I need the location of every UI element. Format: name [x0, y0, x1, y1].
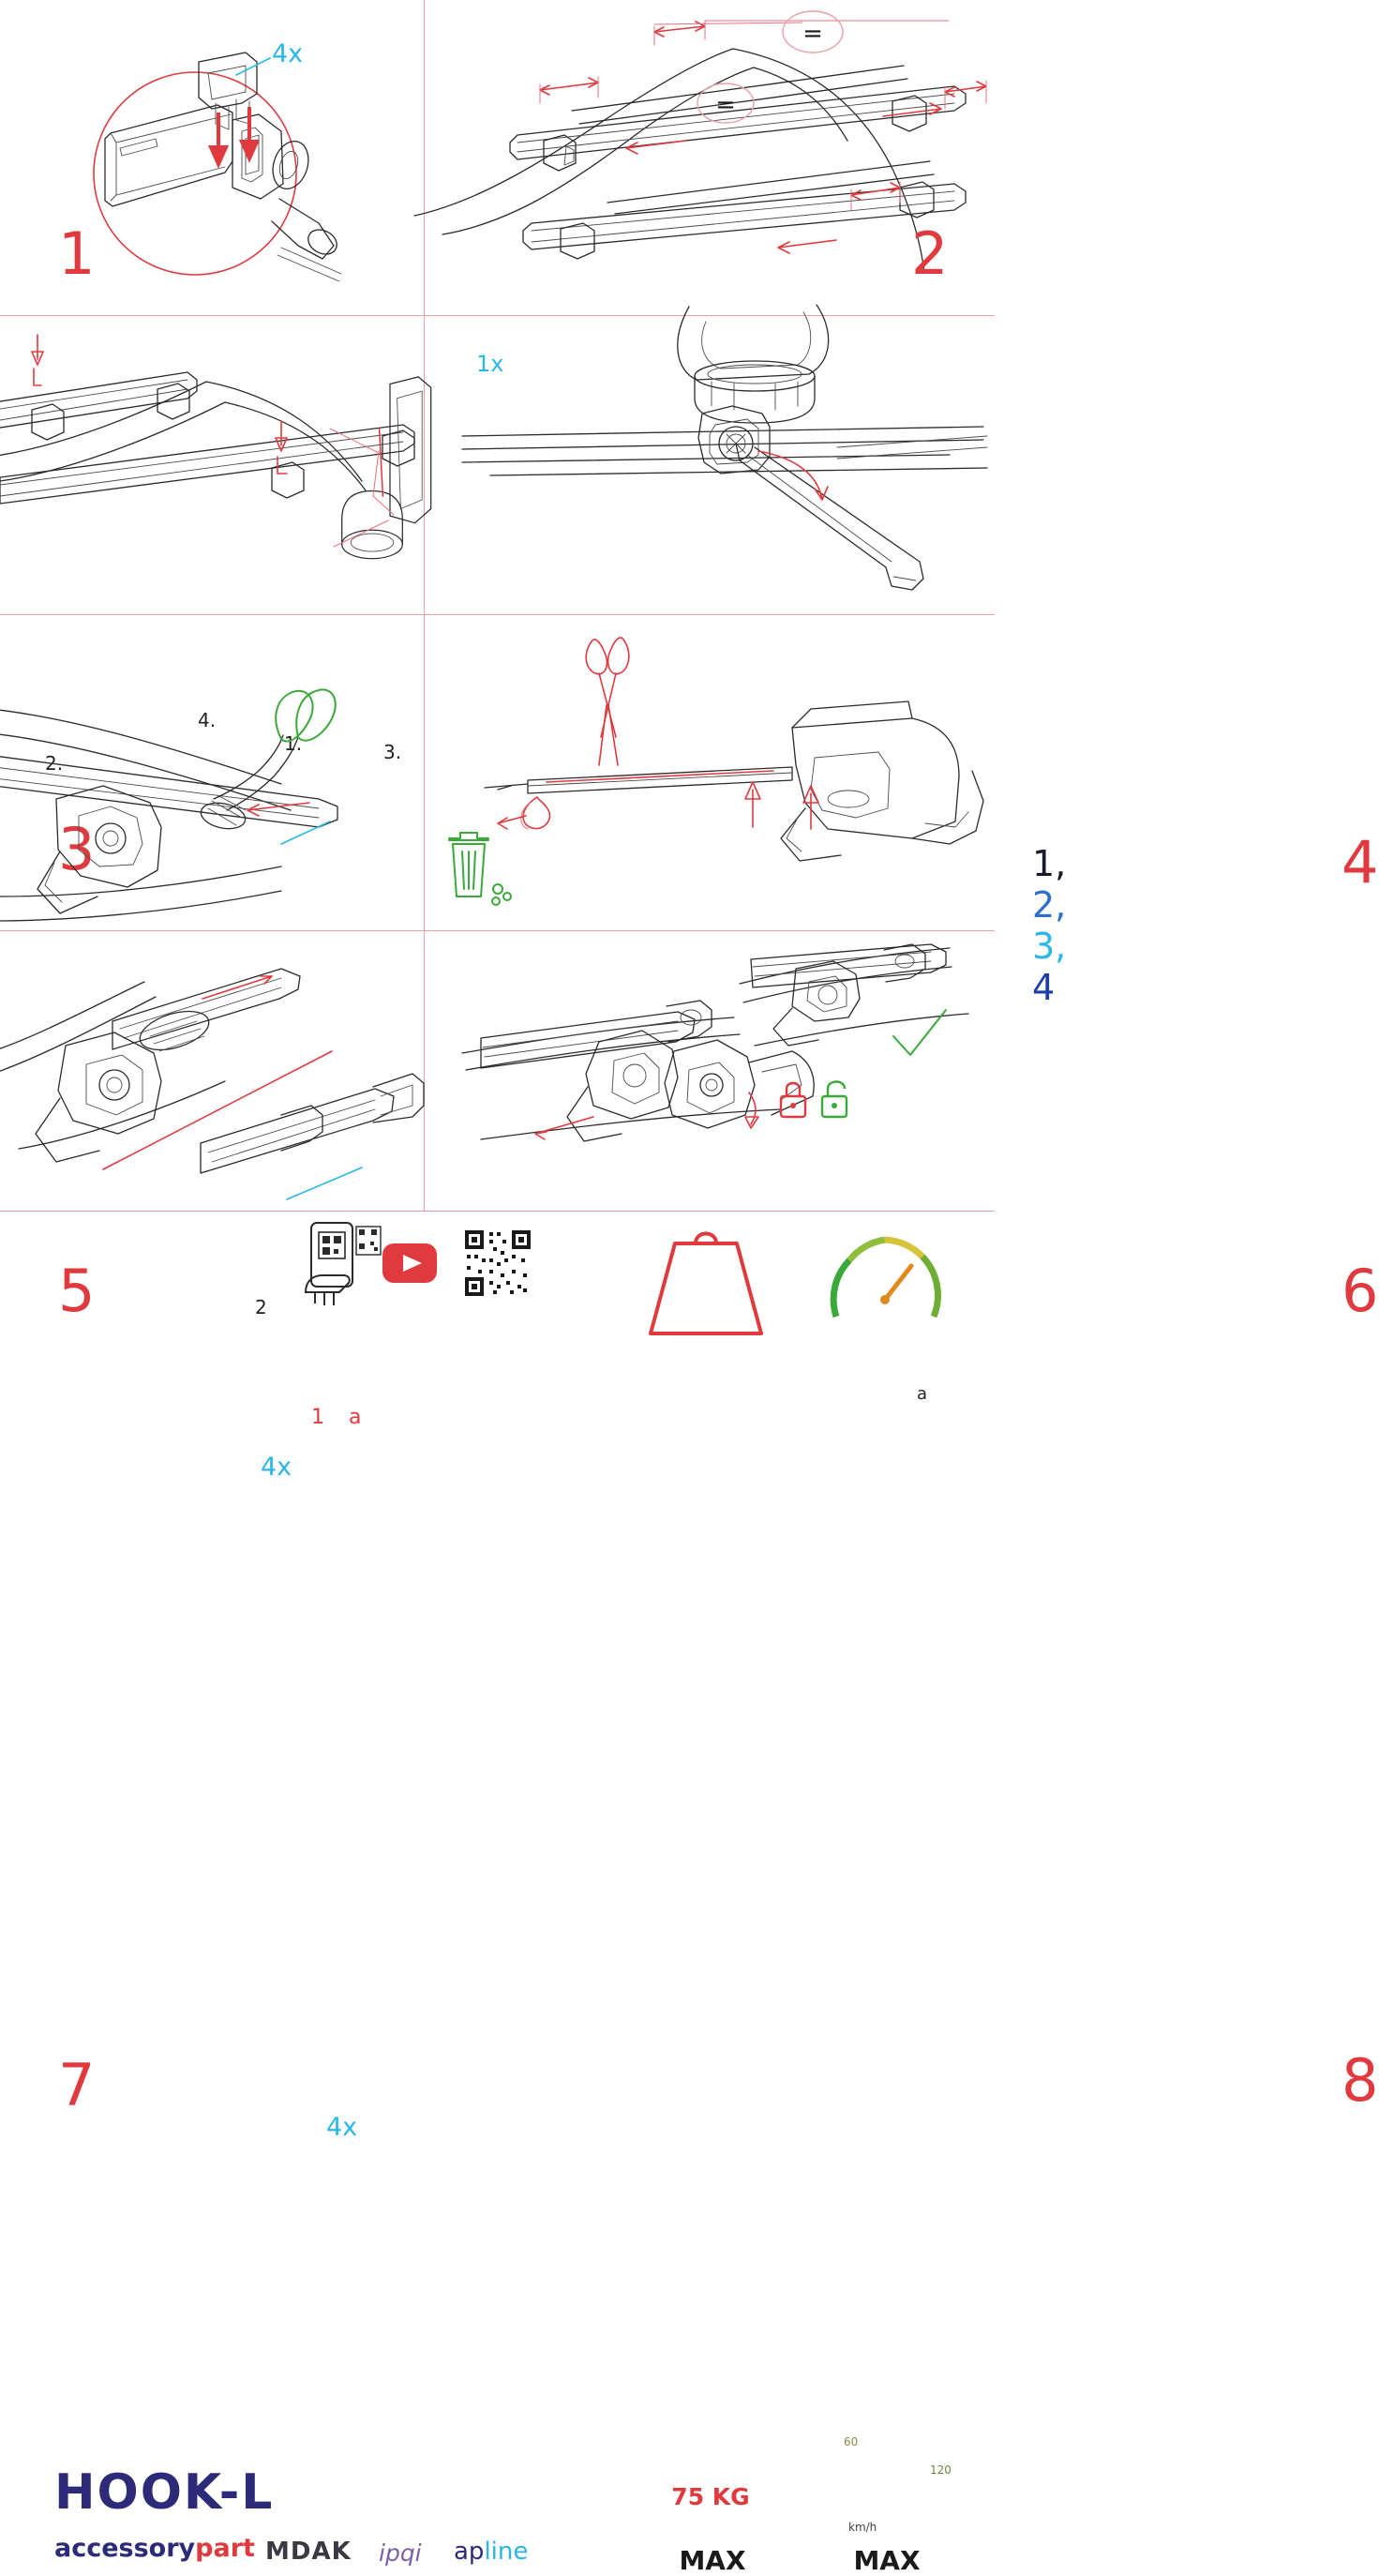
step-5-number: 5 — [58, 1257, 97, 1325]
step-7-illustration — [0, 931, 424, 1211]
max-load-value: 75 KG — [671, 2483, 750, 2510]
step-1-number: 1 — [58, 219, 97, 288]
step-3-order-4: 4. — [198, 709, 217, 731]
equal-marker-1: = — [802, 20, 823, 48]
step-4-illustration — [425, 316, 995, 614]
qr-code-icon — [465, 1230, 531, 1296]
speed-tick-low: 60 — [844, 2435, 859, 2448]
step-3-illustration — [0, 316, 424, 614]
step-3-order-3: 3. — [383, 741, 402, 763]
step-8-number: 8 — [1342, 2046, 1379, 2115]
max-load-caption: MAX — [679, 2545, 746, 2576]
highlight-circle — [94, 72, 296, 275]
lock-open-icon — [822, 1082, 847, 1118]
speedometer-icon — [833, 1240, 937, 1317]
speed-unit-label: km/h — [848, 2521, 877, 2534]
step-7-quantity-label: 4x — [326, 2113, 358, 2142]
strip-loop-2 — [296, 689, 336, 740]
seq-4: 4 — [1032, 967, 1056, 1008]
phone-qr-scan-icon — [306, 1223, 381, 1305]
step-2-panel — [424, 0, 995, 315]
youtube-icon — [382, 1243, 437, 1283]
step-1-quantity-label: 4x — [272, 39, 304, 68]
step-6-illustration — [425, 615, 995, 930]
step-8-correct-view — [740, 944, 968, 1046]
step-7-number: 7 — [58, 2051, 97, 2119]
seq-1: 1, — [1032, 843, 1067, 884]
step-4-sequence — [1032, 843, 1066, 1008]
step-2-number: 2 — [911, 219, 950, 288]
step-8-illustration — [425, 931, 995, 1211]
step-3-panel — [0, 316, 424, 883]
step-5-order-1: 1 — [311, 1406, 324, 1429]
step-3-number: 3 — [58, 815, 97, 883]
step-6-number: 6 — [1342, 1257, 1379, 1325]
step-5-order-2: 2 — [255, 1296, 267, 1318]
step-5-panel — [0, 615, 424, 1482]
crossbar — [0, 756, 337, 827]
step-5-quantity-label: 4x — [261, 1453, 292, 1482]
step-6-panel — [425, 615, 1379, 1404]
scissors-icon — [586, 638, 629, 765]
step-4-panel — [425, 316, 1379, 1008]
footer-graphics — [0, 1210, 995, 1407]
equal-marker-2: = — [715, 91, 736, 119]
rear-crossbar — [523, 184, 966, 249]
step-1-panel — [0, 0, 424, 315]
rear-bar — [0, 425, 414, 504]
partner-mdak: MDAK — [265, 2538, 352, 2566]
step-3-order-1: 1. — [284, 732, 303, 755]
step-4-number: 4 — [1342, 828, 1379, 896]
step-5-illustration — [0, 615, 424, 930]
weight-icon — [651, 1234, 761, 1334]
step-8-panel — [425, 931, 1379, 2115]
apline-suffix: line — [484, 2538, 529, 2566]
step-3-order-2: 2. — [45, 752, 64, 775]
insert-arrows — [211, 107, 257, 164]
seq-2: 2, — [1032, 884, 1067, 926]
brand-suffix: part — [195, 2534, 255, 2563]
seq-3: 3, — [1032, 926, 1067, 967]
brand-name — [54, 2534, 255, 2563]
partner-apline — [454, 2538, 528, 2566]
step-3-quantity-label: 1x — [476, 351, 504, 377]
max-speed-caption: MAX — [853, 2545, 921, 2576]
front-crossbar — [510, 86, 966, 159]
trash-bin-icon — [449, 833, 511, 905]
speed-tick-high: 120 — [930, 2463, 952, 2477]
step-5-callout-a: a — [349, 1406, 362, 1429]
strip-loop-1 — [276, 691, 312, 742]
step-7-panel — [0, 931, 424, 2142]
step-6-callout-a: a — [917, 1384, 928, 1404]
measure-arrows — [540, 21, 986, 253]
brand-prefix: accessory — [54, 2534, 196, 2563]
end-cap-part — [342, 377, 431, 559]
partner-ipqi: ipqi — [379, 2539, 422, 2567]
product-title: HOOK-L — [54, 2464, 275, 2521]
lock-closed-icon — [781, 1083, 805, 1117]
step-2-illustration — [424, 0, 995, 315]
apline-prefix: ap — [454, 2538, 485, 2566]
